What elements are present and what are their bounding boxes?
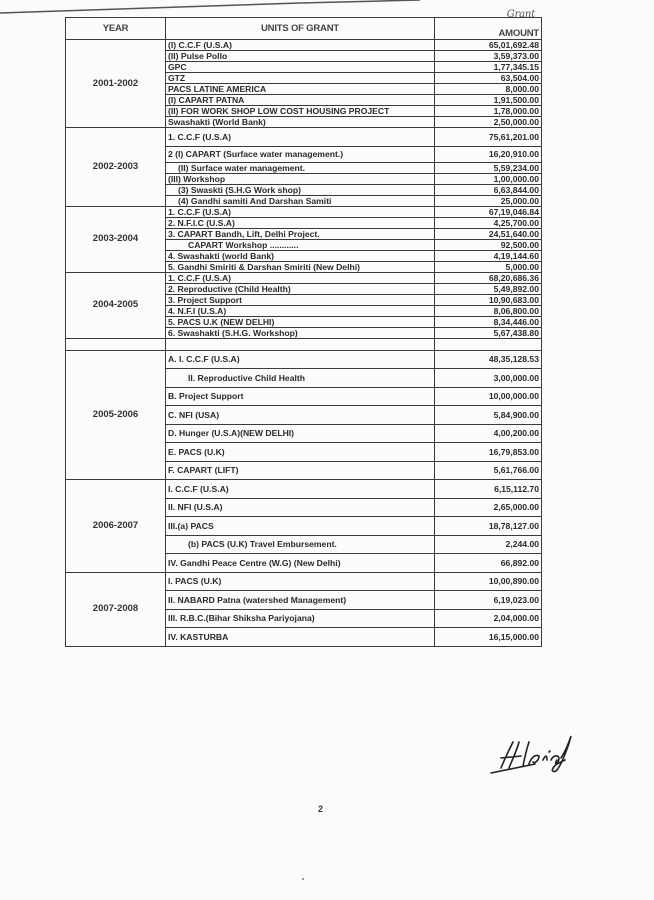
table-row [66, 128, 542, 147]
spacer-row [66, 338, 542, 350]
amount-cell: 75,61,201.00 [435, 128, 542, 147]
unit-cell: I. C.C.F (U.S.A) [166, 480, 435, 499]
scan-speck [302, 878, 304, 880]
unit-cell: IV. Gandhi Peace Centre (W.G) (New Delhi) [166, 554, 435, 573]
amount-cell: 24,51,640.00 [435, 228, 542, 239]
amount-cell: 8,34,446.00 [435, 316, 542, 327]
empty-cell [435, 338, 542, 350]
unit-cell: F. CAPART (LIFT) [166, 461, 435, 480]
amount-cell: 48,35,128.53 [435, 350, 542, 369]
unit-cell: GPC [166, 62, 435, 73]
year-cell: 2004-2005 [66, 272, 166, 338]
amount-cell: 2,04,000.00 [435, 609, 542, 628]
unit-cell: II. NABARD Patna (watershed Management) [166, 591, 435, 610]
unit-cell: CAPART Workshop ............ [166, 239, 435, 250]
amount-cell: 5,84,900.00 [435, 406, 542, 425]
signature [487, 728, 587, 778]
header-units: UNITS OF GRANT [166, 18, 435, 40]
table-row [66, 480, 542, 499]
unit-cell: B. Project Support [166, 387, 435, 406]
unit-cell: (I) CAPART PATNA [166, 95, 435, 106]
unit-cell: 2. N.F.I.C (U.S.A) [166, 217, 435, 228]
unit-cell: (3) Swaskti (S.H.G Work shop) [166, 184, 435, 195]
unit-cell: (I) C.C.F (U.S.A) [166, 40, 435, 51]
unit-cell: (III) Workshop [166, 173, 435, 184]
year-cell: 2005-2006 [66, 350, 166, 480]
unit-cell: D. Hunger (U.S.A)(NEW DELHI) [166, 424, 435, 443]
amount-cell: 4,00,200.00 [435, 424, 542, 443]
unit-cell: 3. CAPART Bandh, Lift, Delhi Project. [166, 228, 435, 239]
unit-cell: 6. Swashakti (S.H.G. Workshop) [166, 327, 435, 338]
scan-edge-line [0, 0, 654, 14]
table-row [66, 40, 542, 51]
grant-table [65, 9, 542, 647]
amount-cell: 16,15,000.00 [435, 628, 542, 647]
unit-cell: C. NFI (USA) [166, 406, 435, 425]
amount-cell: 1,77,345.15 [435, 62, 542, 73]
unit-cell: PACS LATINE AMERICA [166, 84, 435, 95]
amount-cell: 92,500.00 [435, 239, 542, 250]
amount-cell: 16,20,910.00 [435, 146, 542, 162]
header-amount [435, 9, 542, 40]
unit-cell: 5. Gandhi Smiriti & Darshan Smiriti (New Delhi) [166, 261, 435, 272]
amount-cell: 5,000.00 [435, 261, 542, 272]
unit-cell: GTZ [166, 73, 435, 84]
header-year: YEAR [66, 18, 166, 40]
amount-cell: 10,00,890.00 [435, 572, 542, 591]
unit-cell: 1. C.C.F (U.S.A) [166, 128, 435, 147]
amount-cell: 65,01,692.48 [435, 40, 542, 51]
amount-cell: 63,504.00 [435, 73, 542, 84]
amount-cell: 3,00,000.00 [435, 369, 542, 388]
amount-cell: 6,19,023.00 [435, 591, 542, 610]
year-cell: 2007-2008 [66, 572, 166, 646]
amount-cell: 66,892.00 [435, 554, 542, 573]
empty-cell [166, 338, 435, 350]
year-cell: 2001-2002 [66, 40, 166, 128]
table-row [66, 272, 542, 283]
amount-cell: 3,59,373.00 [435, 51, 542, 62]
unit-cell: 2 (I) CAPART (Surface water management.) [166, 146, 435, 162]
unit-cell: 4. N.F.I (U.S.A) [166, 305, 435, 316]
year-cell: 2006-2007 [66, 480, 166, 573]
amount-cell: 67,19,046.84 [435, 206, 542, 217]
unit-cell: 4. Swashakti (world Bank) [166, 250, 435, 261]
amount-cell: 5,59,234.00 [435, 162, 542, 173]
unit-cell: A. I. C.C.F (U.S.A) [166, 350, 435, 369]
amount-cell: 5,61,766.00 [435, 461, 542, 480]
amount-cell: 1,00,000.00 [435, 173, 542, 184]
year-cell: 2002-2003 [66, 128, 166, 207]
amount-cell: 4,19,144.60 [435, 250, 542, 261]
amount-cell: 6,15,112.70 [435, 480, 542, 499]
amount-cell: 1,91,500.00 [435, 95, 542, 106]
unit-cell: 5. PACS U.K (NEW DELHI) [166, 316, 435, 327]
unit-cell: (II) FOR WORK SHOP LOW COST HOUSING PROJECT [166, 106, 435, 117]
unit-cell: II. Reproductive Child Health [166, 369, 435, 388]
amount-cell: 10,90,683.00 [435, 294, 542, 305]
unit-cell: II. NFI (U.S.A) [166, 498, 435, 517]
unit-cell: I. PACS (U.K) [166, 572, 435, 591]
amount-cell: 25,000.00 [435, 195, 542, 206]
amount-cell: 2,65,000.00 [435, 498, 542, 517]
amount-cell: 10,00,000.00 [435, 387, 542, 406]
header-amount-label: AMOUNT [498, 28, 539, 39]
amount-cell: 8,000.00 [435, 84, 542, 95]
handwritten-annotation: Grant [506, 9, 535, 20]
year-cell: 2003-2004 [66, 206, 166, 272]
unit-cell: 1. C.C.F (U.S.A) [166, 272, 435, 283]
unit-cell: IV. KASTURBA [166, 628, 435, 647]
amount-cell: 16,79,853.00 [435, 443, 542, 462]
amount-cell: 2,50,000.00 [435, 117, 542, 128]
table-row [66, 350, 542, 369]
table-row [66, 572, 542, 591]
unit-cell: 1. C.C.F (U.S.A) [166, 206, 435, 217]
unit-cell: 2. Reproductive (Child Health) [166, 283, 435, 294]
amount-cell: 68,20,686.36 [435, 272, 542, 283]
unit-cell: (b) PACS (U.K) Travel Embursement. [166, 535, 435, 554]
unit-cell: Swashakti (World Bank) [166, 117, 435, 128]
unit-cell: (II) Surface water management. [166, 162, 435, 173]
table-row [66, 206, 542, 217]
amount-cell: 2,244.00 [435, 535, 542, 554]
amount-cell: 18,78,127.00 [435, 517, 542, 536]
empty-cell [66, 338, 166, 350]
amount-cell: 5,67,438.80 [435, 327, 542, 338]
amount-cell: 1,78,000.00 [435, 106, 542, 117]
amount-cell: 5,49,892.00 [435, 283, 542, 294]
unit-cell: E. PACS (U.K) [166, 443, 435, 462]
amount-cell: 8,06,800.00 [435, 305, 542, 316]
unit-cell: 3. Project Support [166, 294, 435, 305]
page-number: 2 [318, 804, 324, 814]
unit-cell: (4) Gandhi samiti And Darshan Samiti [166, 195, 435, 206]
amount-cell: 4,25,700.00 [435, 217, 542, 228]
unit-cell: (II) Pulse Pollo [166, 51, 435, 62]
unit-cell: III.(a) PACS [166, 517, 435, 536]
unit-cell: III. R.B.C.(Bihar Shiksha Pariyojana) [166, 609, 435, 628]
amount-cell: 6,63,844.00 [435, 184, 542, 195]
header-row [66, 18, 542, 40]
